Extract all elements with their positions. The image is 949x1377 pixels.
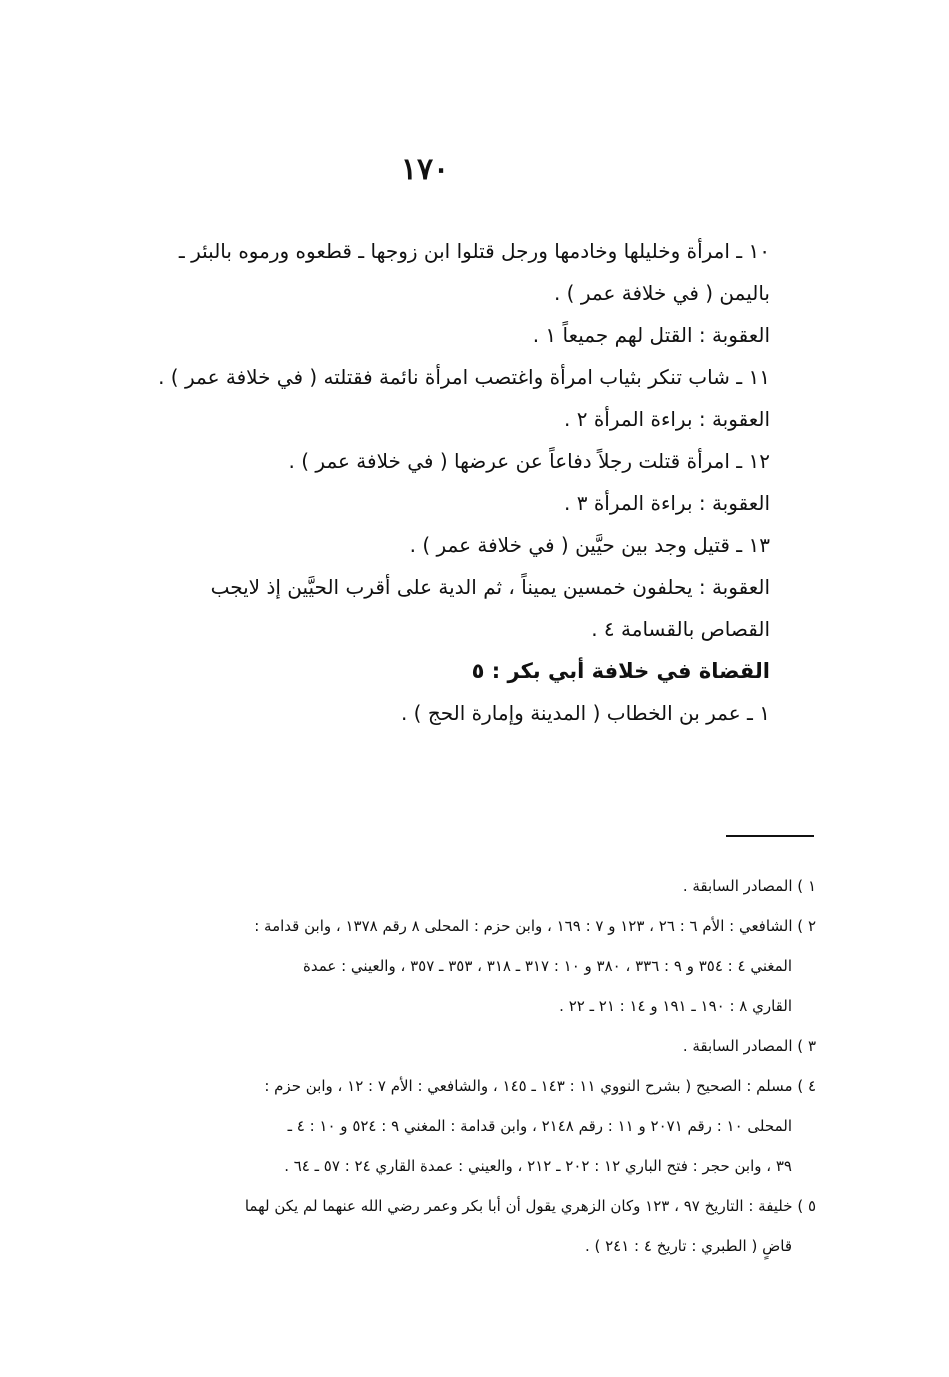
- footnote-1: ١ ) المصادر السابقة .: [682, 877, 816, 895]
- case-13-line: ١٣ ـ قتيل وجد بين حيَّين ( في خلافة عمر ) .: [409, 533, 770, 557]
- footnote-5-line-1: ٥ ) خليفة : التاريخ ٩٧ ، ١٢٣ وكان الزهري يقول أن أبا بكر وعمر رضي الله عنهما لم يكن لهما: [244, 1197, 816, 1215]
- page-number: ١٧٠: [400, 152, 450, 187]
- case-12-line: ١٢ ـ امرأة قتلت رجلاً دفاعاً عن عرضها ( في خلافة عمر ) .: [288, 449, 770, 473]
- section-heading: القضاة في خلافة أبي بكر : ٥: [471, 659, 770, 683]
- case-10-penalty: العقوبة : القتل لهم جميعاً ١ .: [532, 323, 770, 347]
- footnote-3: ٣ ) المصادر السابقة .: [682, 1037, 816, 1055]
- footnotes: [110, 866, 816, 1266]
- footnote-2-line-2: المغني ٤ : ٣٥٤ و ٩ : ٣٣٦ ، ٣٨٠ و ١٠ : ٣١٧ ـ ٣١٨ ، ٣٥٣ ـ ٣٥٧ ، والعيني : عمدة: [302, 957, 792, 975]
- footnote-4-line-1: ٤ ) مسلم : الصحيح ( بشرح النووي ١١ : ١٤٣ ـ ١٤٥ ، والشافعي : الأم ٧ : ١٢ ، وابن حزم :: [264, 1077, 816, 1095]
- main-text: [90, 230, 770, 734]
- footnote-2-line-3: القاري ٨ : ١٩٠ ـ ١٩١ و ١٤ : ٢١ ـ ٢٢ .: [559, 997, 792, 1015]
- case-10-line-1: ١٠ ـ امرأة وخليلها وخادمها ورجل قتلوا ابن زوجها ـ قطعوه ورموه بالبئر ـ: [178, 239, 770, 263]
- footnote-separator: [726, 835, 814, 837]
- footnote-4-line-3: ٣٩ ، وابن حجر : فتح الباري ١٢ : ٢٠٢ ـ ٢١٢ ، والعيني : عمدة القاري ٢٤ : ٥٧ ـ ٦٤ .: [284, 1157, 792, 1175]
- case-11-penalty: العقوبة : براءة المرأة ٢ .: [564, 407, 770, 431]
- footnote-4-line-2: المحلى ١٠ : رقم ٢٠٧١ و ١١ : رقم ٢١٤٨ ، وابن قدامة : المغني ٩ : ٥٢٤ و ١٠ : ٤ ـ: [287, 1117, 792, 1135]
- judge-item-1: ١ ـ عمر بن الخطاب ( المدينة وإمارة الحج ) .: [400, 701, 770, 725]
- case-10-line-2: باليمن ( في خلافة عمر ) .: [553, 281, 770, 305]
- case-12-penalty: العقوبة : براءة المرأة ٣ .: [564, 491, 770, 515]
- case-11-line: ١١ ـ شاب تنكر بثياب امرأة واغتصب امرأة نائمة فقتلته ( في خلافة عمر ) .: [158, 365, 770, 389]
- case-13-penalty-line-1: العقوبة : يحلفون خمسين يميناً ، ثم الدية على أقرب الحيَّين إذ لايجب: [210, 575, 770, 599]
- footnote-2-line-1: ٢ ) الشافعي : الأم ٦ : ٢٦ ، ١٢٣ و ٧ : ١٦٩ ، وابن حزم : المحلى ٨ رقم ١٣٧٨ ، وابن قدامة :: [254, 917, 816, 935]
- case-13-penalty-line-2: القصاص بالقسامة ٤ .: [591, 617, 770, 641]
- footnote-5-line-2: قاضٍ ( الطبري : تاريخ ٤ : ٢٤١ ) .: [584, 1237, 792, 1255]
